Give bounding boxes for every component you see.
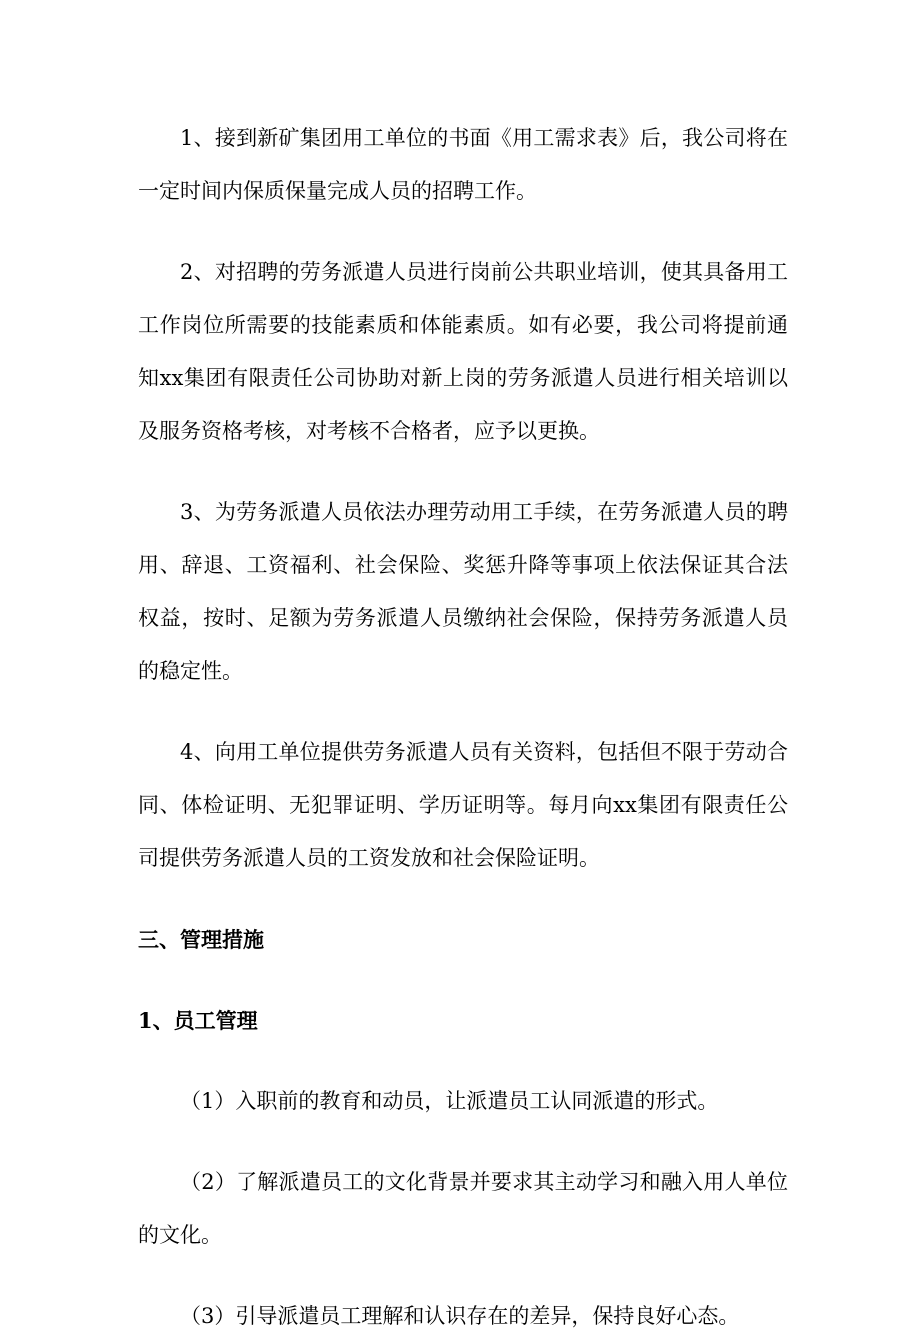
paragraph-gap xyxy=(138,1128,788,1156)
section-heading: 三、管理措施 xyxy=(138,927,264,952)
paragraph-2: 2、对招聘的劳务派遣人员进行岗前公共职业培训，使其具备用工工作岗位所需要的技能素质和体能素质。如有必要，我公司将提前通知xx集团有限责任公司协助对新上岗的劳务派遣人员进行相关培训以及服务资格考核，对考核不合格者，应予以更换。 xyxy=(138,260,788,443)
paragraph-3: 3、为劳务派遣人员依法办理劳动用工手续，在劳务派遣人员的聘用、辞退、工资福利、社会保险、奖惩升降等事项上依法保证其合法权益，按时、足额为劳务派遣人员缴纳社会保险，保持劳务派遣人员的稳定性。 xyxy=(138,500,788,683)
paragraph-gap xyxy=(138,885,788,913)
paragraph-gap xyxy=(138,218,788,246)
paragraph-gap xyxy=(138,458,788,486)
subsection-heading: 1、员工管理 xyxy=(138,1008,258,1033)
paragraph-1: 1、接到新矿集团用工单位的书面《用工需求表》后，我公司将在一定时间内保质保量完成人员的招聘工作。 xyxy=(138,126,788,203)
list-item-1: （1）入职前的教育和动员，让派遣员工认同派遣的形式。 xyxy=(180,1089,719,1113)
paragraph-4: 4、向用工单位提供劳务派遣人员有关资料，包括但不限于劳动合同、体检证明、无犯罪证明、学历证明等。每月向xx集团有限责任公司提供劳务派遣人员的工资发放和社会保险证明。 xyxy=(138,740,788,870)
paragraph-gap xyxy=(138,1262,788,1290)
document-page xyxy=(138,112,788,1343)
paragraph-gap xyxy=(138,698,788,726)
paragraph-gap xyxy=(138,1047,788,1075)
list-item-2: （2）了解派遣员工的文化背景并要求其主动学习和融入用人单位的文化。 xyxy=(138,1170,788,1247)
paragraph-gap xyxy=(138,966,788,994)
list-item-3: （3）引导派遣员工理解和认识存在的差异，保持良好心态。 xyxy=(180,1304,740,1328)
